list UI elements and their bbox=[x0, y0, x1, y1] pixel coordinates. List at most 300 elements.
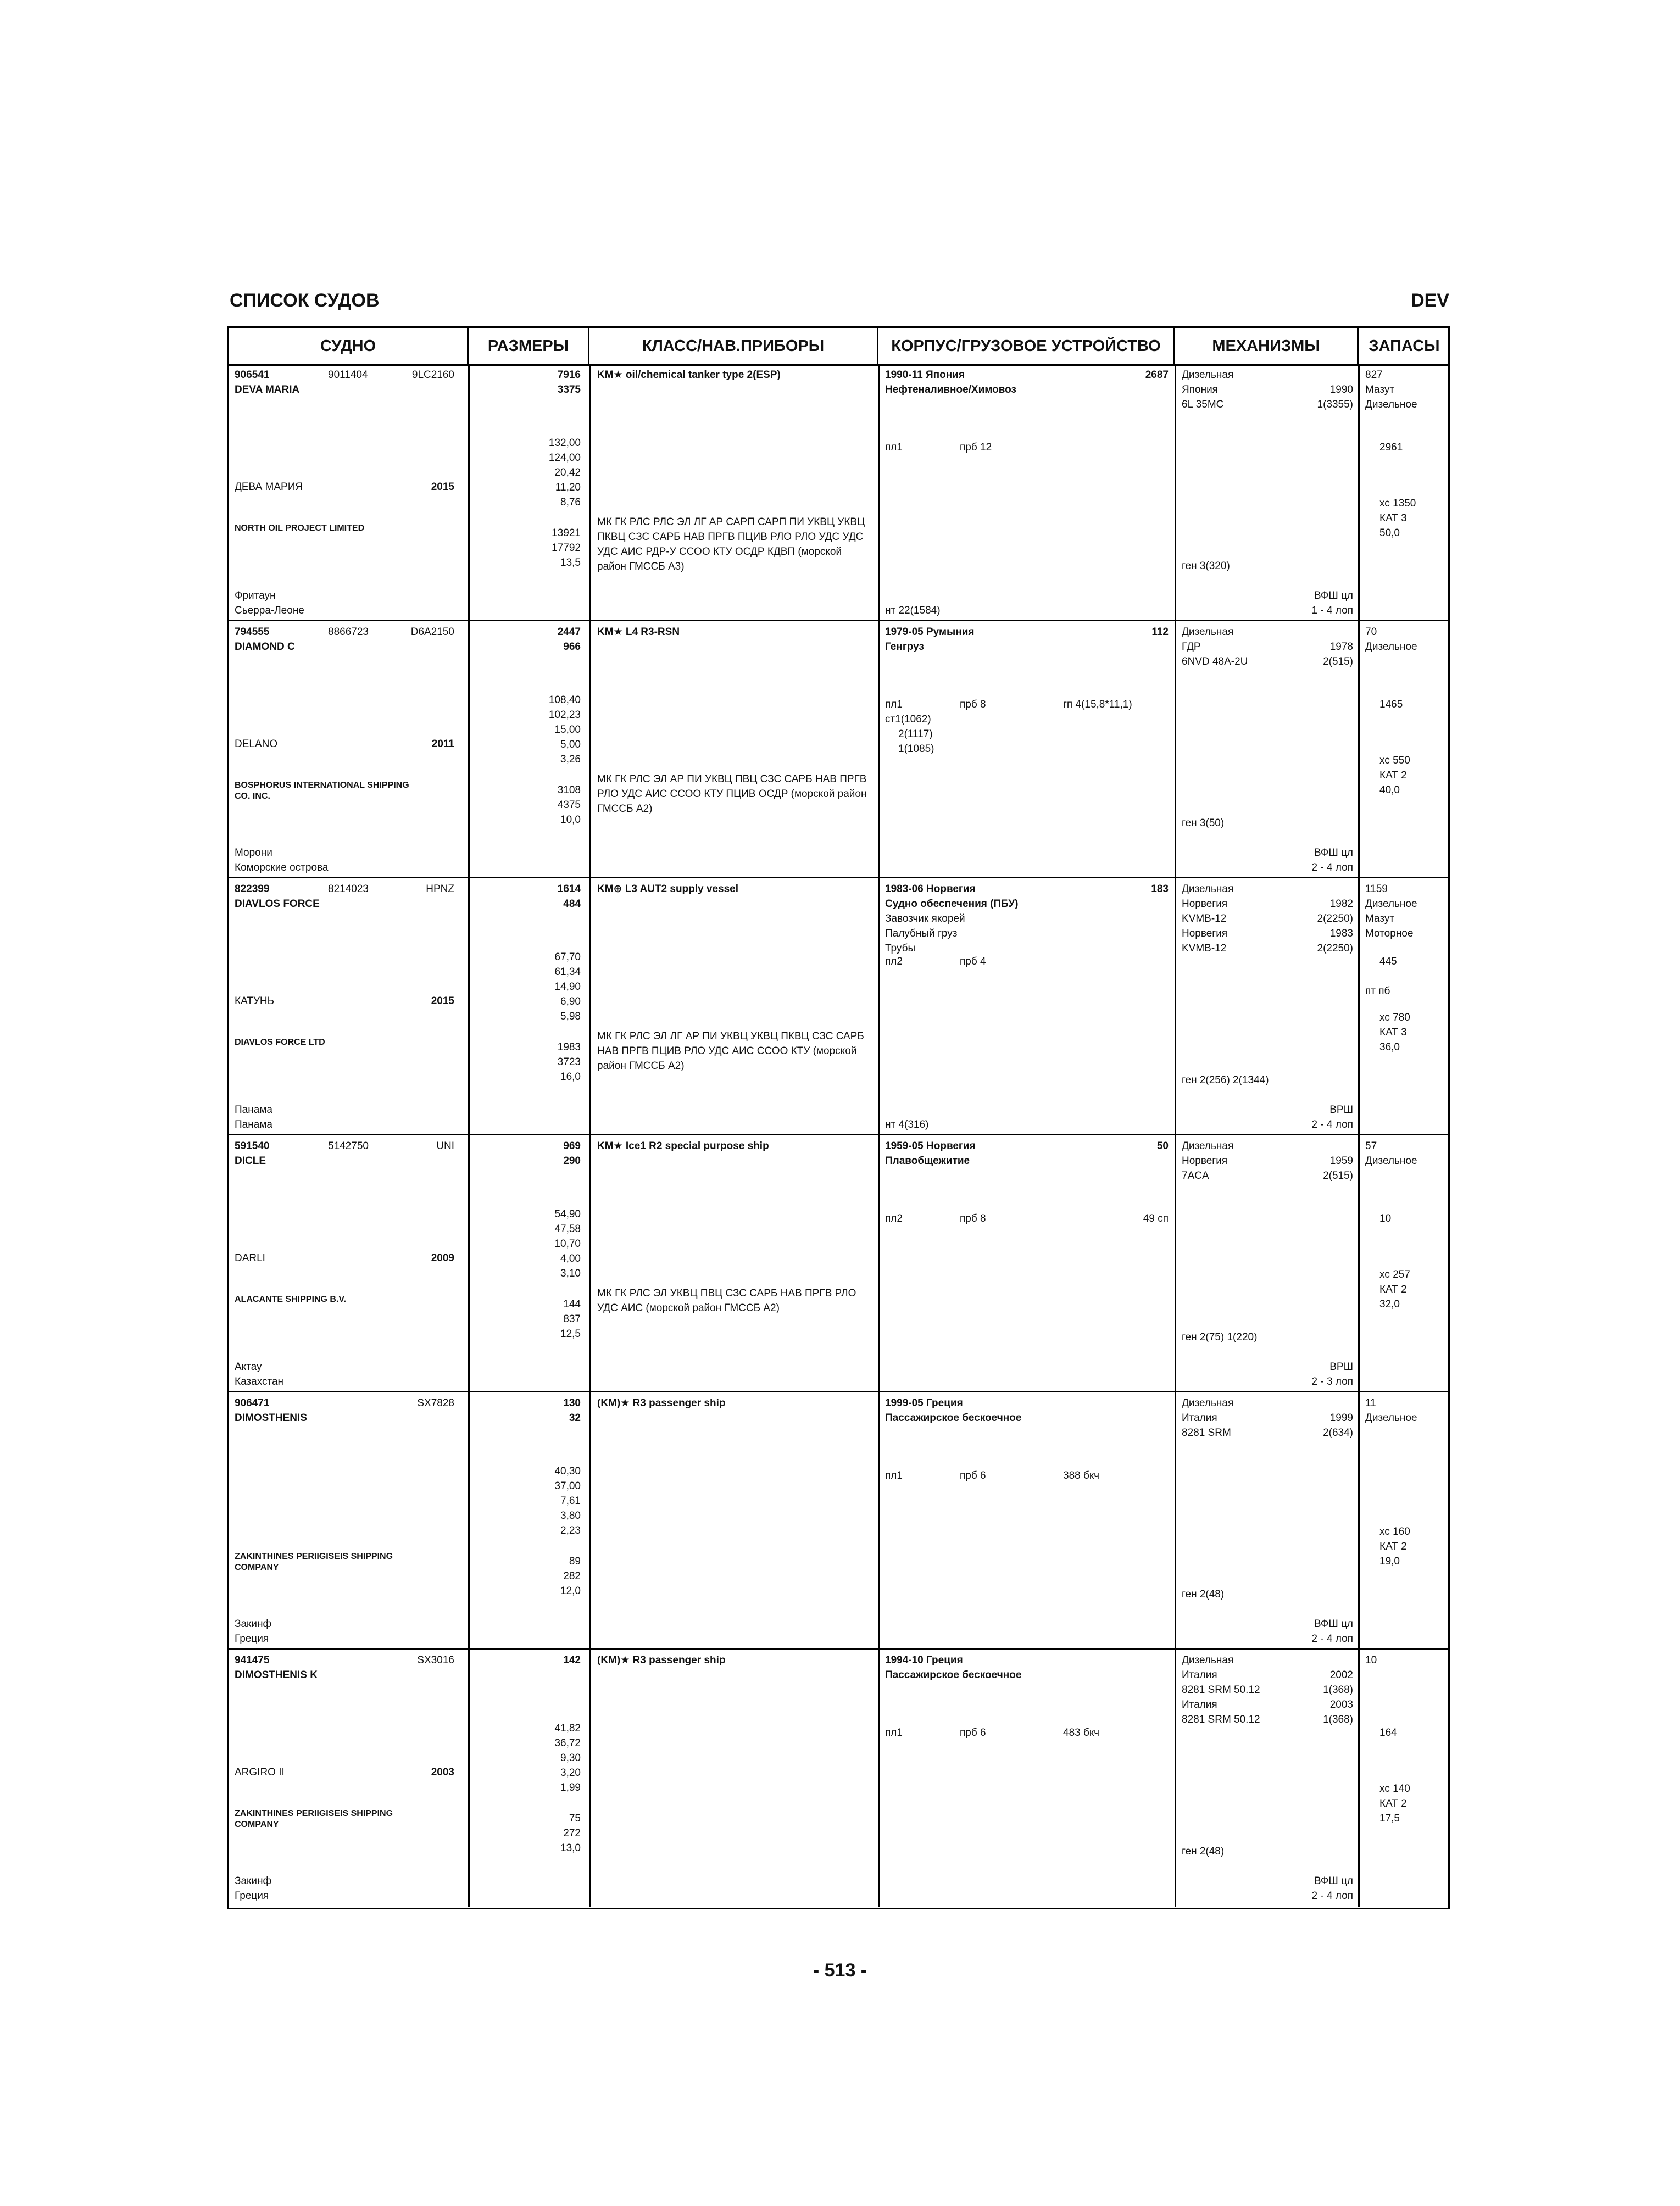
generators: ген 2(75) 1(220) bbox=[1182, 1332, 1258, 1343]
ship-row bbox=[229, 1392, 1448, 1650]
engine-info: Италия bbox=[1182, 1412, 1217, 1424]
build-number: 183 bbox=[1151, 883, 1169, 895]
flag-country: Казахстан bbox=[235, 1376, 284, 1388]
rename-year: 2009 bbox=[431, 1252, 454, 1264]
propeller-type: ВФШ цл bbox=[1314, 1875, 1353, 1887]
engine-value: 1990 bbox=[1329, 384, 1353, 395]
column-divider bbox=[1358, 364, 1360, 620]
capacity: 12,0 bbox=[560, 1585, 581, 1597]
engine-info: 7ACA bbox=[1182, 1170, 1209, 1182]
column-divider bbox=[589, 621, 591, 877]
propeller-blades: 2 - 3 лоп bbox=[1311, 1376, 1353, 1388]
deck-count: пл1 bbox=[885, 1727, 903, 1739]
capacity: 3108 bbox=[557, 784, 581, 796]
column-divider bbox=[1175, 1135, 1176, 1391]
col-header-stocks: ЗАПАСЫ bbox=[1369, 337, 1440, 355]
generators: ген 3(320) bbox=[1182, 560, 1230, 572]
home-port: Фритаун bbox=[235, 590, 276, 601]
capacity: 1983 bbox=[557, 1041, 581, 1053]
fuel-stock: Дизельное bbox=[1365, 641, 1417, 653]
propeller-type: ВФШ цл bbox=[1314, 847, 1353, 859]
generators: ген 2(48) bbox=[1182, 1846, 1225, 1857]
owner-name: NORTH OIL PROJECT LIMITED bbox=[235, 523, 365, 533]
reg-number: 794555 bbox=[235, 626, 270, 638]
capacity: 282 bbox=[563, 1570, 581, 1582]
hull-type: Пассажирское бескоечное bbox=[885, 1412, 1022, 1424]
capacity: 144 bbox=[563, 1299, 581, 1310]
engine-info: 6L 35MC bbox=[1182, 399, 1224, 410]
cargo-extra2: 49 сп bbox=[1143, 1213, 1169, 1224]
engine-value: 2(515) bbox=[1323, 656, 1353, 667]
fuel-stock: 827 bbox=[1365, 369, 1383, 381]
dimension: 67,70 bbox=[554, 951, 581, 963]
dimension: 3,26 bbox=[560, 754, 581, 765]
engine-info: Италия bbox=[1182, 1669, 1217, 1681]
fuel-stock: Мазут bbox=[1365, 913, 1395, 924]
former-name: DARLI bbox=[235, 1252, 265, 1264]
flag-country: Сьерра-Леоне bbox=[235, 605, 304, 616]
engine-info: Дизельная bbox=[1182, 369, 1234, 381]
engine-info: 8281 SRM bbox=[1182, 1427, 1231, 1439]
column-divider bbox=[1175, 1650, 1176, 1907]
tanks: нт 4(316) bbox=[885, 1119, 929, 1130]
owner-name-cont: CO. INC. bbox=[235, 792, 270, 801]
dimension: 37,00 bbox=[554, 1480, 581, 1492]
former-name: DELANO bbox=[235, 738, 278, 750]
column-divider bbox=[468, 878, 470, 1134]
flag-country: Греция bbox=[235, 1633, 269, 1645]
fuel-stock: Дизельное bbox=[1365, 1412, 1417, 1424]
fuel-stock: Дизельное bbox=[1365, 1155, 1417, 1167]
stores-info: КАТ 2 bbox=[1379, 1798, 1407, 1809]
dimension: 3,10 bbox=[560, 1268, 581, 1279]
bulkheads: прб 6 bbox=[960, 1470, 986, 1481]
build-year-country: 1994-10 Греция bbox=[885, 1654, 963, 1666]
deck-count: пл2 bbox=[885, 956, 903, 967]
engine-value: 2(515) bbox=[1323, 1170, 1353, 1182]
owner-name-cont: COMPANY bbox=[235, 1820, 279, 1829]
cargo-gear: 2(1117) bbox=[898, 728, 933, 740]
stock-value: 1465 bbox=[1379, 699, 1403, 710]
column-divider bbox=[589, 364, 591, 620]
tanks: нт 22(1584) bbox=[885, 605, 941, 616]
rename-year: 2015 bbox=[431, 481, 454, 493]
engine-info: Дизельная bbox=[1182, 1397, 1234, 1409]
call-sign: SX7828 bbox=[417, 1397, 454, 1409]
propeller-blades: 2 - 4 лоп bbox=[1311, 1890, 1353, 1902]
column-divider bbox=[1358, 1135, 1360, 1391]
ship-name: DEVA MARIA bbox=[235, 384, 300, 395]
ship-row bbox=[229, 1135, 1448, 1392]
section-code: DEV bbox=[1411, 290, 1449, 311]
propeller-type: ВФШ цл bbox=[1314, 1618, 1353, 1630]
dimension: 5,00 bbox=[560, 739, 581, 750]
build-number: 2687 bbox=[1145, 369, 1169, 381]
dimension: 14,90 bbox=[554, 981, 581, 993]
dimension: 8,76 bbox=[560, 497, 581, 508]
hull-type: Генгруз bbox=[885, 641, 924, 653]
stores-info: 32,0 bbox=[1379, 1299, 1400, 1310]
propeller-type: ВФШ цл bbox=[1314, 590, 1353, 601]
column-divider bbox=[1175, 1392, 1176, 1648]
bulkheads: прб 4 bbox=[960, 956, 986, 967]
nav-equipment: МК ГК РЛС РЛС ЭЛ ЛГ АР САРП САРП ПИ УКВЦ УКВЦ ПКВЦ СЗС САРБ НАВ ПРГВ ПЦИВ РЛО РЛО УДС УДС УДС АИС РДР-У ССОО КТУ ОСДР КДВП (морской район ГМССБ А3) bbox=[597, 516, 865, 572]
propeller-blades: 1 - 4 лоп bbox=[1311, 605, 1353, 616]
stores-info: хс 1350 bbox=[1379, 498, 1416, 509]
engine-info: 8281 SRM 50.12 bbox=[1182, 1714, 1260, 1725]
call-sign: UNI bbox=[436, 1140, 454, 1152]
tonnage: 1614 bbox=[557, 883, 581, 895]
engine-info: KVMB-12 bbox=[1182, 913, 1227, 924]
dimension: 3,80 bbox=[560, 1510, 581, 1522]
fuel-stock: 1159 bbox=[1365, 883, 1388, 895]
col-header-ship: СУДНО bbox=[229, 328, 469, 364]
ships-table bbox=[227, 326, 1450, 1909]
engine-info: Япония bbox=[1182, 384, 1218, 395]
deck-count: пл1 bbox=[885, 1470, 903, 1481]
engine-info: Дизельная bbox=[1182, 1654, 1234, 1666]
build-year-country: 1959-05 Норвегия bbox=[885, 1140, 976, 1152]
engine-value: 1978 bbox=[1329, 641, 1353, 653]
page-title: СПИСОК СУДОВ bbox=[230, 290, 380, 311]
propeller-blades: 2 - 4 лоп bbox=[1311, 862, 1353, 873]
column-divider bbox=[878, 1135, 880, 1391]
dimension: 61,34 bbox=[554, 966, 581, 978]
dimension: 1,99 bbox=[560, 1782, 581, 1793]
dimension: 10,70 bbox=[554, 1238, 581, 1250]
stores-info: хс 140 bbox=[1379, 1783, 1410, 1795]
engine-info: Норвегия bbox=[1182, 1155, 1228, 1167]
owner-name-cont: COMPANY bbox=[235, 1563, 279, 1572]
stores-info: КАТ 3 bbox=[1379, 1027, 1407, 1038]
engine-value: 1(368) bbox=[1323, 1714, 1353, 1725]
engine-value: 1(3355) bbox=[1317, 399, 1353, 410]
fuel-stock: Дизельное bbox=[1365, 898, 1417, 910]
imo-number: 8866723 bbox=[328, 626, 369, 638]
home-port: Морони bbox=[235, 847, 272, 859]
propeller-type: ВРШ bbox=[1329, 1361, 1353, 1373]
capacity: 13921 bbox=[552, 527, 581, 539]
stores-info: хс 780 bbox=[1379, 1012, 1410, 1023]
build-number: 112 bbox=[1151, 626, 1169, 638]
ship-name: DIMOSTHENIS K bbox=[235, 1669, 318, 1681]
stock-value: 445 bbox=[1379, 956, 1397, 967]
stores-info: КАТ 2 bbox=[1379, 1284, 1407, 1295]
column-divider bbox=[1358, 1392, 1360, 1648]
column-divider bbox=[1175, 364, 1176, 620]
home-port: Закинф bbox=[235, 1618, 272, 1630]
cargo-extra: 483 бкч bbox=[1063, 1727, 1100, 1739]
col-header-machinery: МЕХАНИЗМЫ bbox=[1175, 328, 1359, 364]
generators: ген 2(256) 2(1344) bbox=[1182, 1074, 1269, 1086]
former-name: ДЕВА МАРИЯ bbox=[235, 481, 303, 493]
propeller-blades: 2 - 4 лоп bbox=[1311, 1119, 1353, 1130]
dimension: 3,20 bbox=[560, 1767, 581, 1779]
dimension: 6,90 bbox=[560, 996, 581, 1007]
dimension: 7,61 bbox=[560, 1495, 581, 1507]
stores-info: 19,0 bbox=[1379, 1556, 1400, 1567]
column-divider bbox=[1358, 878, 1360, 1134]
owner-name: ALACANTE SHIPPING B.V. bbox=[235, 1295, 346, 1304]
stock-value: 164 bbox=[1379, 1727, 1397, 1739]
generators: ген 2(48) bbox=[1182, 1589, 1225, 1600]
cargo-gear: ст1(1062) bbox=[885, 714, 931, 725]
engine-info: Дизельная bbox=[1182, 1140, 1234, 1152]
capacity: 4375 bbox=[557, 799, 581, 811]
engine-value: 1999 bbox=[1329, 1412, 1353, 1424]
call-sign: SX3016 bbox=[417, 1654, 454, 1666]
hull-type: Трубы bbox=[885, 943, 916, 954]
capacity: 75 bbox=[569, 1813, 581, 1824]
dimension: 2,23 bbox=[560, 1525, 581, 1536]
column-divider bbox=[468, 1650, 470, 1907]
reg-number: 822399 bbox=[235, 883, 270, 895]
class-notation: (KM)★ R3 passenger ship bbox=[597, 1654, 726, 1666]
fuel-stock: 70 bbox=[1365, 626, 1377, 638]
build-year-country: 1999-05 Греция bbox=[885, 1397, 963, 1409]
dimension: 47,58 bbox=[554, 1223, 581, 1235]
engine-value: 2003 bbox=[1329, 1699, 1353, 1711]
dimension: 41,82 bbox=[554, 1723, 581, 1734]
column-divider bbox=[468, 1392, 470, 1648]
dimension: 132,00 bbox=[548, 437, 581, 449]
stores-info: 40,0 bbox=[1379, 784, 1400, 796]
nav-equipment: МК ГК РЛС ЭЛ ЛГ АР ПИ УКВЦ УКВЦ ПКВЦ СЗС САРБ НАВ ПРГВ ПЦИВ РЛО УДС АИС ССОО КТУ (морской район ГМССБ А2) bbox=[597, 1030, 864, 1072]
tonnage: 3375 bbox=[557, 384, 581, 395]
imo-number: 5142750 bbox=[328, 1140, 369, 1152]
stores-info: хс 257 bbox=[1379, 1269, 1410, 1280]
owner-name: ZAKINTHINES PERIIGISEIS SHIPPING bbox=[235, 1809, 393, 1818]
engine-info: 8281 SRM 50.12 bbox=[1182, 1684, 1260, 1696]
hull-type: Плавобщежитие bbox=[885, 1155, 970, 1167]
dimension: 36,72 bbox=[554, 1737, 581, 1749]
tonnage: 7916 bbox=[557, 369, 581, 381]
tonnage: 32 bbox=[569, 1412, 581, 1424]
dimension: 40,30 bbox=[554, 1466, 581, 1477]
bulkheads: прб 12 bbox=[960, 442, 992, 453]
imo-number: 9011404 bbox=[328, 369, 368, 381]
imo-number: 8214023 bbox=[328, 883, 369, 895]
flag-country: Греция bbox=[235, 1890, 269, 1902]
tonnage: 969 bbox=[563, 1140, 581, 1152]
cargo-extra: гп 4(15,8*11,1) bbox=[1063, 699, 1132, 710]
former-name: ARGIRO II bbox=[235, 1767, 285, 1778]
column-divider bbox=[589, 1135, 591, 1391]
dimension: 20,42 bbox=[554, 467, 581, 478]
deck-count: пл2 bbox=[885, 1213, 903, 1224]
column-divider bbox=[878, 878, 880, 1134]
col-header-dimensions: РАЗМЕРЫ bbox=[469, 328, 589, 364]
build-year-country: 1979-05 Румыния bbox=[885, 626, 975, 638]
owner-name: BOSPHORUS INTERNATIONAL SHIPPING bbox=[235, 781, 409, 790]
capacity: 13,5 bbox=[560, 557, 581, 569]
class-notation: KM★ Ice1 R2 special purpose ship bbox=[597, 1140, 769, 1152]
flag-country: Коморские острова bbox=[235, 862, 329, 873]
column-divider bbox=[589, 1650, 591, 1907]
propeller-type: ВРШ bbox=[1329, 1104, 1353, 1116]
column-divider bbox=[468, 1135, 470, 1391]
column-divider bbox=[878, 1392, 880, 1648]
owner-name: ZAKINTHINES PERIIGISEIS SHIPPING bbox=[235, 1552, 393, 1561]
dimension: 11,20 bbox=[555, 482, 581, 493]
propeller-blades: 2 - 4 лоп bbox=[1311, 1633, 1353, 1645]
stock-value: пт пб bbox=[1365, 985, 1390, 997]
cargo-extra: 388 бкч bbox=[1063, 1470, 1100, 1481]
engine-value: 1983 bbox=[1329, 928, 1353, 939]
ship-row bbox=[229, 621, 1448, 878]
dimension: 4,00 bbox=[560, 1253, 581, 1264]
dimension: 108,40 bbox=[548, 694, 581, 706]
column-divider bbox=[878, 1650, 880, 1907]
capacity: 16,0 bbox=[560, 1071, 581, 1083]
capacity: 837 bbox=[563, 1313, 581, 1325]
engine-value: 2(2250) bbox=[1317, 913, 1353, 924]
rename-year: 2015 bbox=[431, 995, 454, 1007]
call-sign: HPNZ bbox=[426, 883, 454, 895]
column-divider bbox=[1175, 878, 1176, 1134]
class-notation: KM⊕ L3 AUT2 supply vessel bbox=[597, 883, 739, 895]
engine-info: ГДР bbox=[1182, 641, 1201, 653]
call-sign: D6A2150 bbox=[410, 626, 454, 638]
stores-info: КАТ 2 bbox=[1379, 770, 1407, 781]
stock-value: 2961 bbox=[1379, 442, 1403, 453]
engine-info: Италия bbox=[1182, 1699, 1217, 1711]
bulkheads: прб 6 bbox=[960, 1727, 986, 1739]
column-divider bbox=[1358, 621, 1360, 877]
engine-value: 2(634) bbox=[1323, 1427, 1353, 1439]
ship-row bbox=[229, 364, 1448, 621]
stores-info: хс 160 bbox=[1379, 1526, 1410, 1537]
dimension: 9,30 bbox=[560, 1752, 581, 1764]
reg-number: 941475 bbox=[235, 1654, 270, 1666]
flag-country: Панама bbox=[235, 1119, 272, 1130]
tonnage: 142 bbox=[563, 1654, 581, 1666]
capacity: 272 bbox=[563, 1828, 581, 1839]
table-body bbox=[229, 364, 1448, 1908]
tonnage: 2447 bbox=[557, 626, 581, 638]
capacity: 3723 bbox=[557, 1056, 581, 1068]
stores-info: хс 550 bbox=[1379, 755, 1410, 766]
tonnage: 130 bbox=[563, 1397, 581, 1409]
hull-type: Завозчик якорей bbox=[885, 913, 965, 924]
class-notation: (KM)★ R3 passenger ship bbox=[597, 1397, 726, 1409]
hull-type: Нефтеналивное/Химовоз bbox=[885, 384, 1016, 395]
ship-name: DIAVLOS FORCE bbox=[235, 898, 320, 910]
build-number: 50 bbox=[1156, 1140, 1169, 1152]
engine-value: 2002 bbox=[1329, 1669, 1353, 1681]
owner-name: DIAVLOS FORCE LTD bbox=[235, 1038, 325, 1047]
capacity: 12,5 bbox=[560, 1328, 581, 1340]
capacity: 17792 bbox=[552, 542, 581, 554]
hull-type: Палубный груз bbox=[885, 928, 958, 939]
build-year-country: 1983-06 Норвегия bbox=[885, 883, 976, 895]
dimension: 102,23 bbox=[548, 709, 581, 721]
capacity: 13,0 bbox=[560, 1842, 581, 1854]
capacity: 89 bbox=[569, 1556, 581, 1567]
fuel-stock: Мазут bbox=[1365, 384, 1395, 395]
home-port: Закинф bbox=[235, 1875, 272, 1887]
engine-info: Норвегия bbox=[1182, 898, 1228, 910]
column-divider bbox=[1358, 1650, 1360, 1907]
column-divider bbox=[878, 364, 880, 620]
column-divider bbox=[468, 621, 470, 877]
nav-equipment: МК ГК РЛС ЭЛ АР ПИ УКВЦ ПВЦ СЗС САРБ НАВ ПРГВ РЛО УДС АИС ССОО КТУ ПЦИВ ОСДР (морской район ГМССБ А2) bbox=[597, 773, 867, 815]
hull-type: Судно обеспечения (ПБУ) bbox=[885, 898, 1019, 910]
engine-info: Дизельная bbox=[1182, 626, 1234, 638]
tonnage: 966 bbox=[563, 641, 581, 653]
dimension: 124,00 bbox=[548, 452, 581, 464]
column-divider bbox=[878, 621, 880, 877]
fuel-stock: Моторное bbox=[1365, 928, 1414, 939]
class-notation: KM★ L4 R3-RSN bbox=[597, 626, 680, 638]
deck-count: пл1 bbox=[885, 442, 903, 453]
stores-info: КАТ 2 bbox=[1379, 1541, 1407, 1552]
engine-info: Дизельная bbox=[1182, 883, 1234, 895]
former-name: КАТУНЬ bbox=[235, 995, 275, 1007]
dimension: 54,90 bbox=[554, 1208, 581, 1220]
fuel-stock: 11 bbox=[1365, 1397, 1376, 1409]
column-divider bbox=[589, 878, 591, 1134]
bulkheads: прб 8 bbox=[960, 699, 986, 710]
reg-number: 906541 bbox=[235, 369, 270, 381]
home-port: Актау bbox=[235, 1361, 262, 1373]
bulkheads: прб 8 bbox=[960, 1213, 986, 1224]
col-header-hull: КОРПУС/ГРУЗОВОЕ УСТРОЙСТВО bbox=[878, 328, 1175, 364]
hull-type: Пассажирское бескоечное bbox=[885, 1669, 1022, 1681]
dimension: 15,00 bbox=[554, 724, 581, 736]
ship-name: DIAMOND C bbox=[235, 641, 295, 653]
stores-info: 36,0 bbox=[1379, 1041, 1400, 1053]
engine-info: 6NVD 48A-2U bbox=[1182, 656, 1248, 667]
ship-name: DIMOSTHENIS bbox=[235, 1412, 307, 1424]
engine-info: KVMB-12 bbox=[1182, 943, 1227, 954]
engine-value: 1959 bbox=[1329, 1155, 1353, 1167]
nav-equipment: МК ГК РЛС ЭЛ УКВЦ ПВЦ СЗС САРБ НАВ ПРГВ РЛО УДС АИС (морской район ГМССБ А2) bbox=[597, 1288, 856, 1314]
column-divider bbox=[1175, 621, 1176, 877]
generators: ген 3(50) bbox=[1182, 817, 1225, 829]
column-divider bbox=[589, 1392, 591, 1648]
deck-count: пл1 bbox=[885, 699, 903, 710]
stores-info: 50,0 bbox=[1379, 527, 1400, 539]
engine-value: 1(368) bbox=[1323, 1684, 1353, 1696]
engine-value: 2(2250) bbox=[1317, 943, 1353, 954]
capacity: 10,0 bbox=[560, 814, 581, 826]
table-header bbox=[229, 328, 1448, 366]
col-header-class: КЛАСС/НАВ.ПРИБОРЫ bbox=[589, 328, 878, 364]
dimension: 5,98 bbox=[560, 1011, 581, 1022]
stores-info: 17,5 bbox=[1379, 1813, 1400, 1824]
build-year-country: 1990-11 Япония bbox=[885, 369, 965, 381]
fuel-stock: 57 bbox=[1365, 1140, 1377, 1152]
rename-year: 2003 bbox=[431, 1767, 454, 1778]
home-port: Панама bbox=[235, 1104, 272, 1116]
stores-info: КАТ 3 bbox=[1379, 512, 1407, 524]
stock-value: 10 bbox=[1379, 1213, 1392, 1224]
tonnage: 484 bbox=[563, 898, 581, 910]
column-divider bbox=[468, 364, 470, 620]
fuel-stock: 10 bbox=[1365, 1654, 1377, 1666]
class-notation: KM★ oil/chemical tanker type 2(ESP) bbox=[597, 369, 781, 381]
engine-info: Норвегия bbox=[1182, 928, 1228, 939]
ship-row bbox=[229, 878, 1448, 1135]
reg-number: 591540 bbox=[235, 1140, 270, 1152]
cargo-gear: 1(1085) bbox=[898, 743, 934, 755]
tonnage: 290 bbox=[563, 1155, 581, 1167]
ship-name: DICLE bbox=[235, 1155, 266, 1167]
reg-number: 906471 bbox=[235, 1397, 270, 1409]
fuel-stock: Дизельное bbox=[1365, 399, 1417, 410]
page-number: - 513 - bbox=[813, 1960, 867, 1981]
